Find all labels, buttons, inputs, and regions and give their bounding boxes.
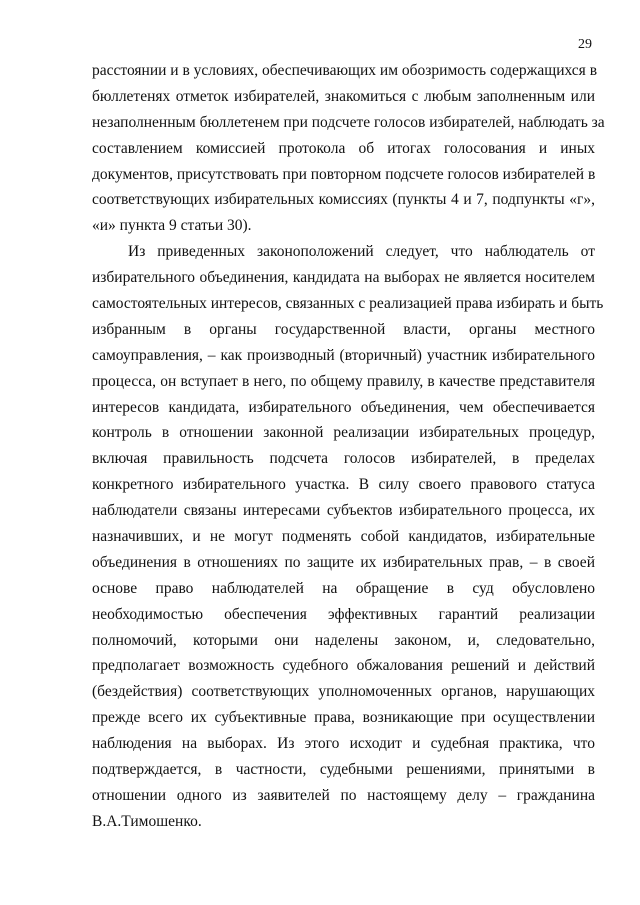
text-line: необходимостью обеспечения эффективных гарантий реализации <box>92 605 595 623</box>
text-line: самостоятельных интересов, связанных с реализацией права избирать и быть <box>92 295 604 313</box>
text-line: избранным в органы государственной власти, органы местного <box>92 320 595 338</box>
text-line: избирательного объединения, кандидата на выборах не является носителем <box>92 269 595 287</box>
text-line: соответствующих избирательных комиссиях (пункты 4 и 7, подпункты «г», <box>92 191 595 209</box>
text-line: конкретного избирательного участка. В силу своего правового статуса <box>92 476 595 494</box>
text-line: Из приведенных законоположений следует, что наблюдатель от <box>128 243 595 261</box>
text-line: назначивших, и не могут подменять собой кандидатов, избирательные <box>92 528 595 546</box>
text-line: контроль в отношении законной реализации избирательных процедур, <box>92 424 595 442</box>
text-line: процесса, он вступает в него, по общему правилу, в качестве представителя <box>92 372 595 390</box>
text-line: документов, присутствовать при повторном подсчете голосов избирателей в <box>92 165 596 183</box>
text-line: расстоянии и в условиях, обеспечивающих им обозримость содержащихся в <box>92 62 598 79</box>
text-line: предполагает возможность судебного обжалования решений и действий <box>92 657 595 675</box>
text-line: объединения в отношениях по защите их избирательных прав, – в своей <box>92 553 595 571</box>
text-line: прежде всего их субъективные права, возникающие при осуществлении <box>92 709 595 727</box>
text-line: включая правильность подсчета голосов избирателей, в пределах <box>92 450 595 468</box>
text-line: бюллетенях отметок избирателей, знакомиться с любым заполненным или <box>92 87 595 105</box>
text-line: незаполненным бюллетенем при подсчете голосов избирателей, наблюдать за <box>92 113 605 131</box>
text-line: основе право наблюдателей на обращение в суд обусловлено <box>92 579 595 597</box>
text-line: подтверждается, в частности, судебными решениями, принятыми в <box>92 761 595 779</box>
text-line: (бездействия) соответствующих уполномоченных органов, нарушающих <box>92 683 595 701</box>
text-line: интересов кандидата, избирательного объединения, чем обеспечивается <box>92 398 595 416</box>
text-line: «и» пункта 9 статьи 30). <box>92 217 252 235</box>
text-line: составлением комиссией протокола об итогах голосования и иных <box>92 139 595 157</box>
body-text <box>92 58 605 835</box>
page-number: 29 <box>578 37 592 52</box>
text-line: наблюдатели связаны интересами субъектов избирательного процесса, их <box>92 502 595 520</box>
text-line: наблюдения на выборах. Из этого исходит и судебная практика, что <box>92 735 595 753</box>
text-line: отношении одного из заявителей по настоящему делу – гражданина <box>92 786 595 804</box>
text-line: самоуправления, – как производный (вторичный) участник избирательного <box>92 346 595 364</box>
text-line: полномочий, которыми они наделены законом, и, следовательно, <box>92 631 595 649</box>
paragraph-1 <box>92 58 605 239</box>
text-line: В.А.Тимошенко. <box>92 812 202 830</box>
paragraph-2 <box>92 239 604 834</box>
